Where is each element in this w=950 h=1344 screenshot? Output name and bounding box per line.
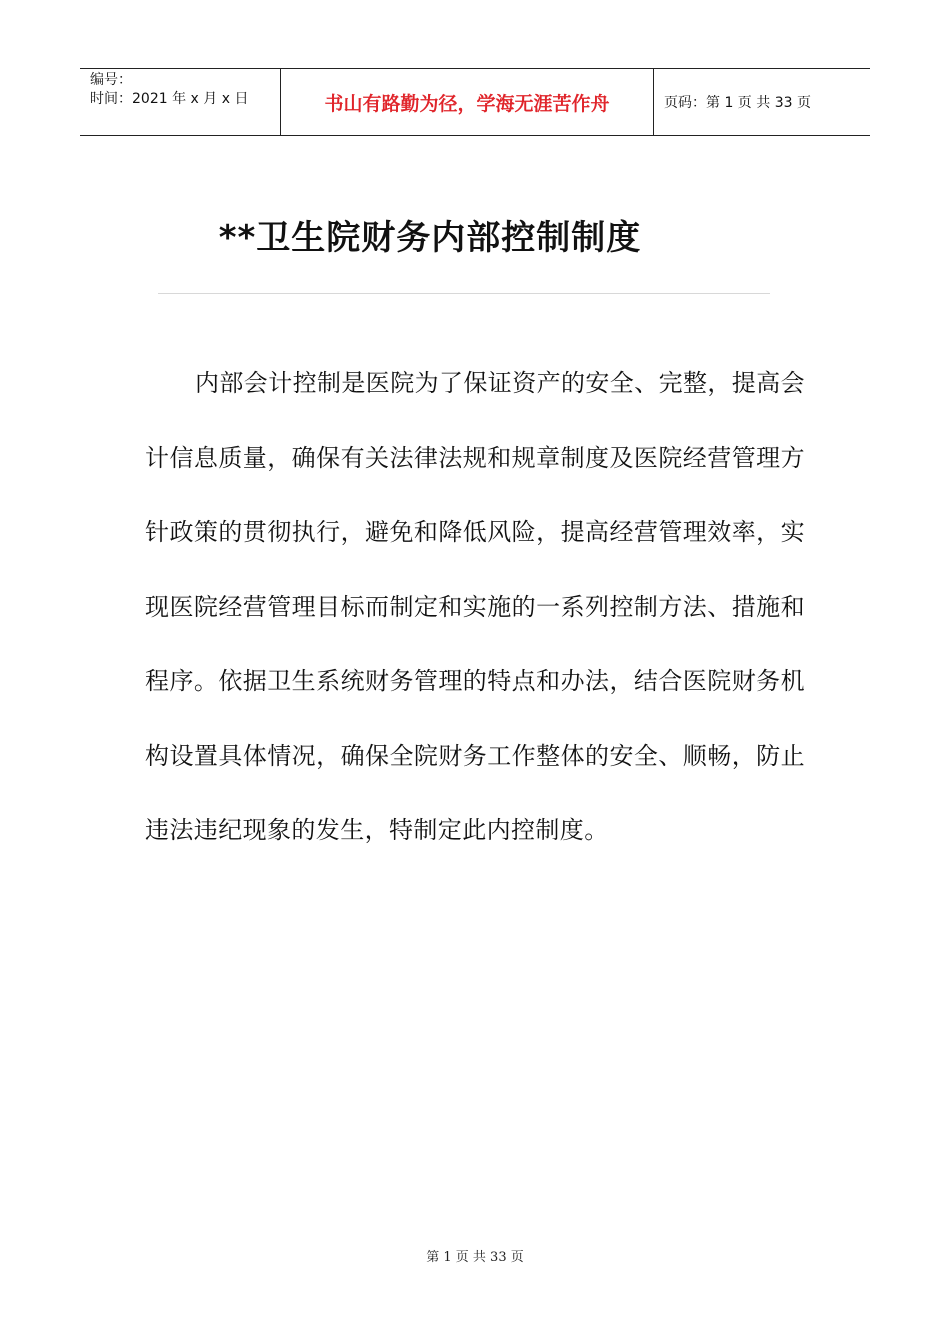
title-divider: [158, 293, 770, 294]
header-page-info: 页码：第 1 页 共 33 页: [664, 95, 811, 111]
page-header: [80, 68, 870, 136]
motto-text: 书山有路勤为径，学海无涯苦作舟: [324, 92, 610, 115]
page-footer: 第 1 页 共 33 页: [426, 1250, 524, 1265]
body-paragraph-container: [145, 346, 805, 868]
document-title: **卫生院财务内部控制制度: [218, 218, 642, 258]
header-motto-cell: [281, 69, 654, 135]
header-meta-cell: [80, 69, 281, 135]
header-page-cell: [654, 69, 870, 135]
body-paragraph: 内部会计控制是医院为了保证资产的安全、完整，提高会计信息质量，确保有关法律法规和规章制度及医院经营管理方针政策的贯彻执行，避免和降低风险，提高经营管理效率，实现医院经营管理目标而制定和实施的一系列控制方法、措施和程序。依据卫生系统财务管理的特点和办法，结合医院财务机构设置具体情况，确保全院财务工作整体的安全、顺畅，防止违法违纪现象的发生，特制定此内控制度。: [145, 369, 805, 844]
time-label: 时间：2021 年 x 月 x 日: [90, 91, 249, 107]
number-label: 编号：: [90, 72, 132, 88]
